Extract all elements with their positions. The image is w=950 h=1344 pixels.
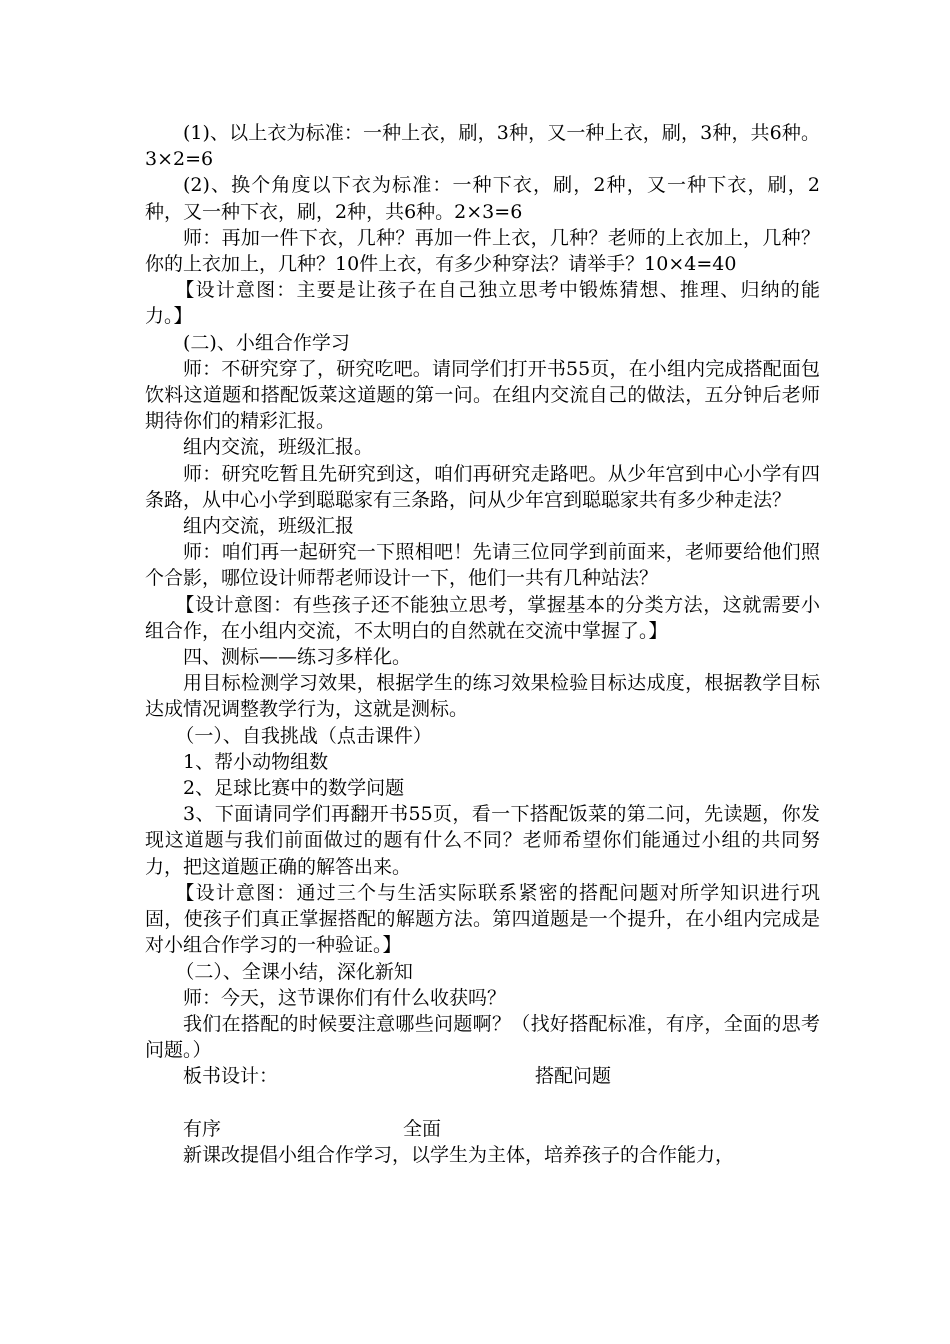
list-item: 3、下面请同学们再翻开书55页，看一下搭配饭菜的第二问，先读题，你发现这道题与我们前面做过的题有什么不同？老师希望你们能通过小组的共同努力，把这道题正确的解答出来。 xyxy=(145,803,820,878)
paragraph: 师：今天，这节课你们有什么收获吗？ xyxy=(183,986,507,1009)
board-design-left: 有序 xyxy=(183,1117,222,1140)
paragraph: 用目标检测学习效果，根据学生的练习效果检验目标达成度，根据教学目标达成情况调整教学行为，这就是测标。 xyxy=(145,672,820,721)
design-intent-note: 【设计意图：通过三个与生活实际联系紧密的搭配问题对所学知识进行巩固，使孩子们真正掌握搭配的解题方法。第四道题是一个提升，在小组内完成是对小组合作学习的一种验证。】 xyxy=(145,881,820,957)
design-intent-note: 【设计意图：有些孩子还不能独立思考，掌握基本的分类方法，这就需要小组合作，在小组内交流，不太明白的自然就在交流中掌握了。】 xyxy=(145,593,820,642)
paragraph: 师：不研究穿了，研究吃吧。请同学们打开书55页，在小组内完成搭配面包饮料这道题和搭配饭菜这道题的第一问。在组内交流自己的做法，五分钟后老师期待你们的精彩汇报。 xyxy=(145,357,820,433)
paragraph: 新课改提倡小组合作学习，以学生为主体，培养孩子的合作能力， xyxy=(183,1143,735,1166)
paragraph: 师：再加一件下衣，几种？再加一件上衣，几种？老师的上衣加上，几种？你的上衣加上，几种？10件上衣，有多少种穿法？请举手？10×4=40 xyxy=(145,226,820,276)
board-design-right: 全面 xyxy=(403,1117,442,1140)
paragraph: 师：咱们再一起研究一下照相吧！先请三位同学到前面来，老师要给他们照个合影，哪位设计师帮老师设计一下，他们一共有几种站法？ xyxy=(145,541,820,590)
design-intent-note: 【设计意图：主要是让孩子在自己独立思考中锻炼猜想、推理、归纳的能力。】 xyxy=(145,279,820,328)
board-design-row xyxy=(145,1063,820,1089)
paragraph: (2)、换个角度以下衣为标准：一种下衣，刷，2种，又一种下衣，刷，2种，又一种下衣，刷，2种，共6种。2×3=6 xyxy=(145,174,820,223)
section-heading: （二）、全课小结，深化新知 xyxy=(175,960,413,983)
document-body xyxy=(145,120,820,1168)
board-design-row xyxy=(145,1116,820,1142)
paragraph: 师：研究吃暂且先研究到这，咱们再研究走路吧。从少年宫到中心小学有四条路，从中心小学到聪聪家有三条路，问从少年宫到聪聪家共有多少种走法？ xyxy=(145,462,820,511)
board-design-label: 板书设计： xyxy=(183,1065,279,1088)
blank-line xyxy=(145,1090,820,1116)
paragraph: 组内交流，班级汇报 xyxy=(183,515,355,538)
paragraph: 我们在搭配的时候要注意哪些问题啊？（找好搭配标准，有序，全面的思考问题。） xyxy=(145,1012,820,1062)
section-heading: （一）、自我挑战（点击课件） xyxy=(175,724,432,747)
list-item: 1、帮小动物组数 xyxy=(183,750,329,773)
paragraph: 组内交流，班级汇报。 xyxy=(183,436,374,459)
section-heading: 四、测标——练习多样化。 xyxy=(183,646,412,669)
list-item: 2、足球比赛中的数学问题 xyxy=(183,777,405,800)
paragraph: (1)、以上衣为标准：一种上衣，刷，3种，又一种上衣，刷，3种，共6种。3×2=6 xyxy=(145,122,820,171)
board-design-title: 搭配问题 xyxy=(535,1065,612,1088)
section-heading: (二)、小组合作学习 xyxy=(183,331,350,354)
